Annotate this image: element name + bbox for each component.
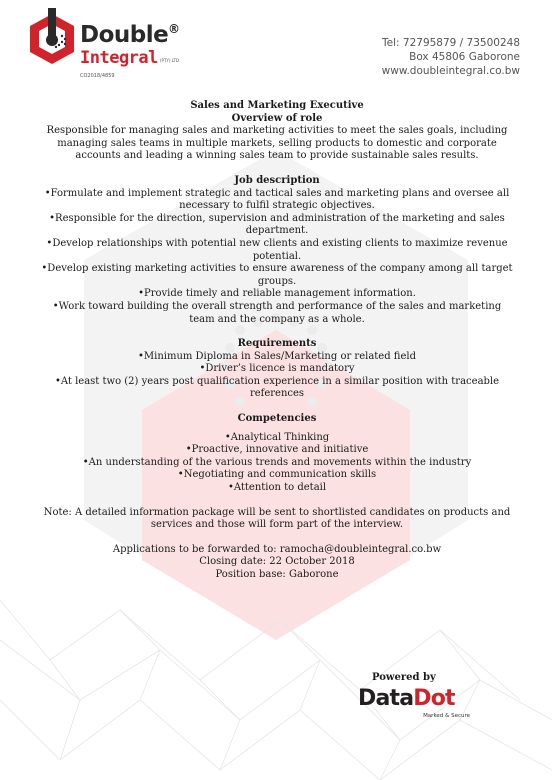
brand-registered-mark: ®: [168, 22, 180, 36]
competency-item: •Negotiating and communication skills: [177, 469, 377, 481]
powered-by-label: Powered by: [372, 672, 436, 683]
position-base: Position base: Gaborone: [215, 569, 339, 580]
applications-text: Applications to be forwarded to: ramocha@doubleintegral.co.bw: [112, 543, 442, 555]
competency-item: •Proactive, innovative and initiative: [185, 444, 369, 456]
brand-sub: Integral: [80, 48, 158, 68]
competency-item: •An understanding of the various trends and movements within the industry: [82, 456, 472, 468]
note-text: Note: A detailed information package will be sent to shortlisted candidates on products and services and those will form part of the interview.: [43, 506, 511, 531]
requirements-heading: Requirements: [237, 338, 317, 350]
brand-name: Double: [80, 22, 169, 48]
description-item: •Provide timely and reliable management information.: [138, 288, 416, 300]
datadot-tagline: Marked & Secure: [423, 713, 470, 719]
brand-pty: (PTY) LTD: [160, 58, 179, 63]
closing-date: Closing date: 22 October 2018: [199, 556, 355, 568]
requirement-item: •At least two (2) years post qualification experience in a similar position with traceable references: [54, 375, 500, 400]
contact-web[interactable]: www.doubleintegral.co.bw: [381, 65, 520, 77]
description-heading: Job description: [234, 174, 320, 186]
overview-text: Responsible for managing sales and marketing activities to meet the sales goals, including managing sales teams in multiple markets, selling products to domestic and corporate accounts and leading a winning sales team to provide sustainable sales results.: [46, 125, 508, 162]
competency-item: •Analytical Thinking: [224, 431, 330, 443]
description-item: •Responsible for the direction, supervision and administration of the marketing and sales department.: [49, 212, 505, 237]
contact-tel: Tel: 72795879 / 73500248: [382, 37, 520, 49]
datadot-data-text: Data: [358, 686, 414, 711]
competencies-heading: Competencies: [237, 413, 317, 425]
job-title: Sales and Marketing Executive: [190, 100, 364, 111]
requirement-item: •Minimum Diploma in Sales/Marketing or related field: [137, 350, 416, 362]
datadot-logo: [358, 686, 478, 726]
contact-box: Box 45806 Gaborone: [409, 51, 520, 63]
description-item: •Develop relationships with potential new clients and existing clients to maximize revenue potential.: [46, 237, 508, 262]
description-item: •Work toward building the overall strength and performance of the sales and marketing team and the company as a whole.: [52, 300, 502, 325]
description-item: •Formulate and implement strategic and tactical sales and marketing plans and oversee all necessary to fulfil strategic objectives.: [44, 187, 510, 212]
contact-block: [382, 36, 520, 78]
job-advert: [40, 100, 514, 582]
brand-registration-number: CO2018/4859: [80, 73, 115, 79]
competency-item: •Attention to detail: [227, 482, 327, 494]
requirement-item: •Driver’s licence is mandatory: [199, 363, 355, 375]
description-item: •Develop existing marketing activities to ensure awareness of the company among all target groups.: [41, 263, 513, 287]
datadot-dot-text: Dot: [413, 686, 455, 711]
overview-heading: Overview of role: [231, 112, 323, 124]
